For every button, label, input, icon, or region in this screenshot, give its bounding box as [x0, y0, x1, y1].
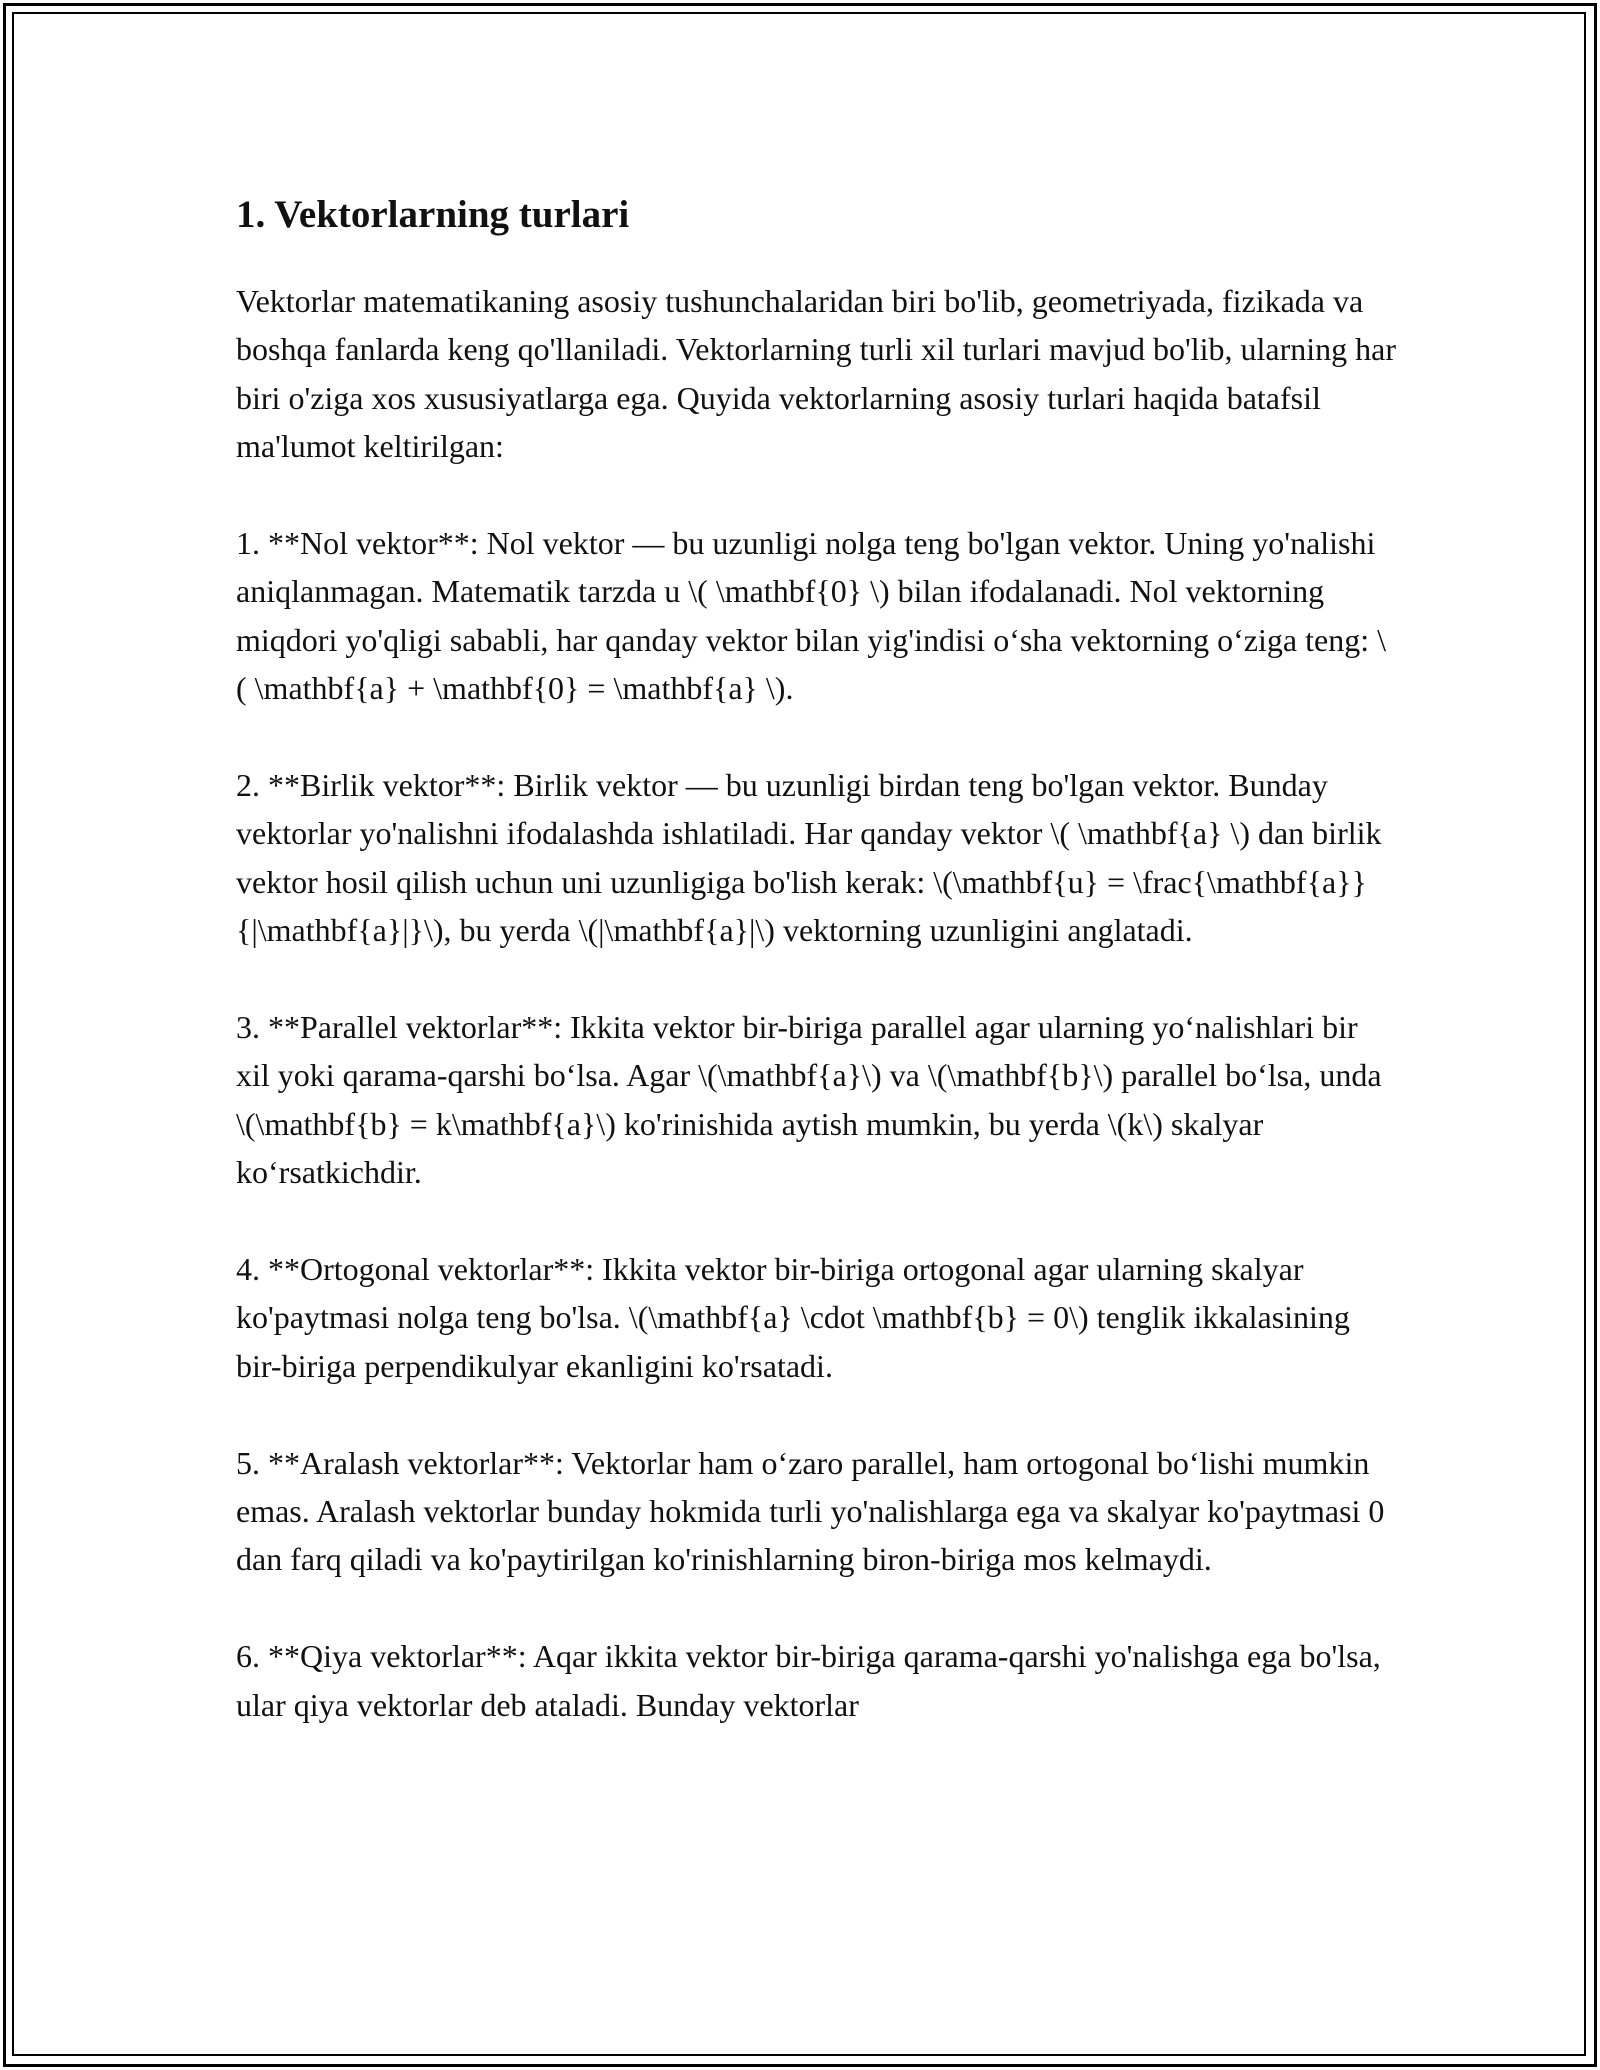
document-body — [236, 183, 1396, 1777]
paragraph-oblique-vectors: 6. **Qiya vektorlar**: Aqar ikkita vektor bir-biriga qarama-qarshi yo'nalishga ega bo'lsa, ular qiya vektorlar deb ataladi. Bunday vektorlar — [236, 1638, 1381, 1723]
paragraph-unit-vector: 2. **Birlik vektor**: Birlik vektor — bu uzunligi birdan teng bo'lgan vektor. Bunday vektorlar yo'nalishni ifodalashda ishlatiladi. Har qanday vektor \( \mathbf{a} \) dan birlik vektor hosil qilish uchun uni uzunligiga bo'lish kerak: \(\mathbf{u} = \frac{\mathbf{a}}{|\mathbf{a}|}\), bu yerda \(|\mathbf{a}|\) vektorning uzunligini anglatadi. — [236, 767, 1382, 949]
intro-paragraph: Vektorlar matematikaning asosiy tushunchalaridan biri bo'lib, geometriyada, fizikada va boshqa fanlarda keng qo'llaniladi. Vektorlarning turli xil turlari mavjud bo'lib, ularning har biri o'ziga xos xususiyatlarga ega. Quyida vektorlarning asosiy turlari haqida batafsil ma'lumot keltirilgan: — [236, 283, 1396, 465]
paragraph-orthogonal-vectors: 4. **Ortogonal vektorlar**: Ikkita vektor bir-biriga ortogonal agar ularning skalyar ko'paytmasi nolga teng bo'lsa. \(\mathbf{a} \cdot \mathbf{b} = 0\) tenglik ikkalasining bir-biriga perpendikulyar ekanligini ko'rsatadi. — [236, 1251, 1350, 1384]
paragraph-zero-vector: 1. **Nol vektor**: Nol vektor — bu uzunligi nolga teng bo'lgan vektor. Uning yo'nalishi aniqlanmagan. Matematik tarzda u \( \mathbf{0} \) bilan ifodalanadi. Nol vektorning miqdori yo'qligi sababli, har qanday vektor bilan yig'indisi o‘sha vektorning o‘ziga teng: \( \mathbf{a} + \mathbf{0} = \mathbf{a} \). — [236, 525, 1386, 707]
paragraph-mixed-vectors: 5. **Aralash vektorlar**: Vektorlar ham o‘zaro parallel, ham ortogonal bo‘lishi mumkin emas. Aralash vektorlar bunday hokmida turli yo'nalishlarga ega va skalyar ko'paytmasi 0 dan farq qiladi va ko'paytirilgan ko'rinishlarning biron-biriga mos kelmaydi. — [236, 1444, 1385, 1578]
page-title: 1. Vektorlarning turlari — [236, 193, 630, 236]
paragraph-parallel-vectors: 3. **Parallel vektorlar**: Ikkita vektor bir-biriga parallel agar ularning yo‘nalishlari bir xil yoki qarama-qarshi bo‘lsa. Agar \(\mathbf{a}\) va \(\mathbf{b}\) parallel bo‘lsa, unda \(\mathbf{b} = k\mathbf{a}\) ko'rinishida aytish mumkin, bu yerda \(k\) skalyar ko‘rsatkichdir. — [236, 1009, 1382, 1191]
